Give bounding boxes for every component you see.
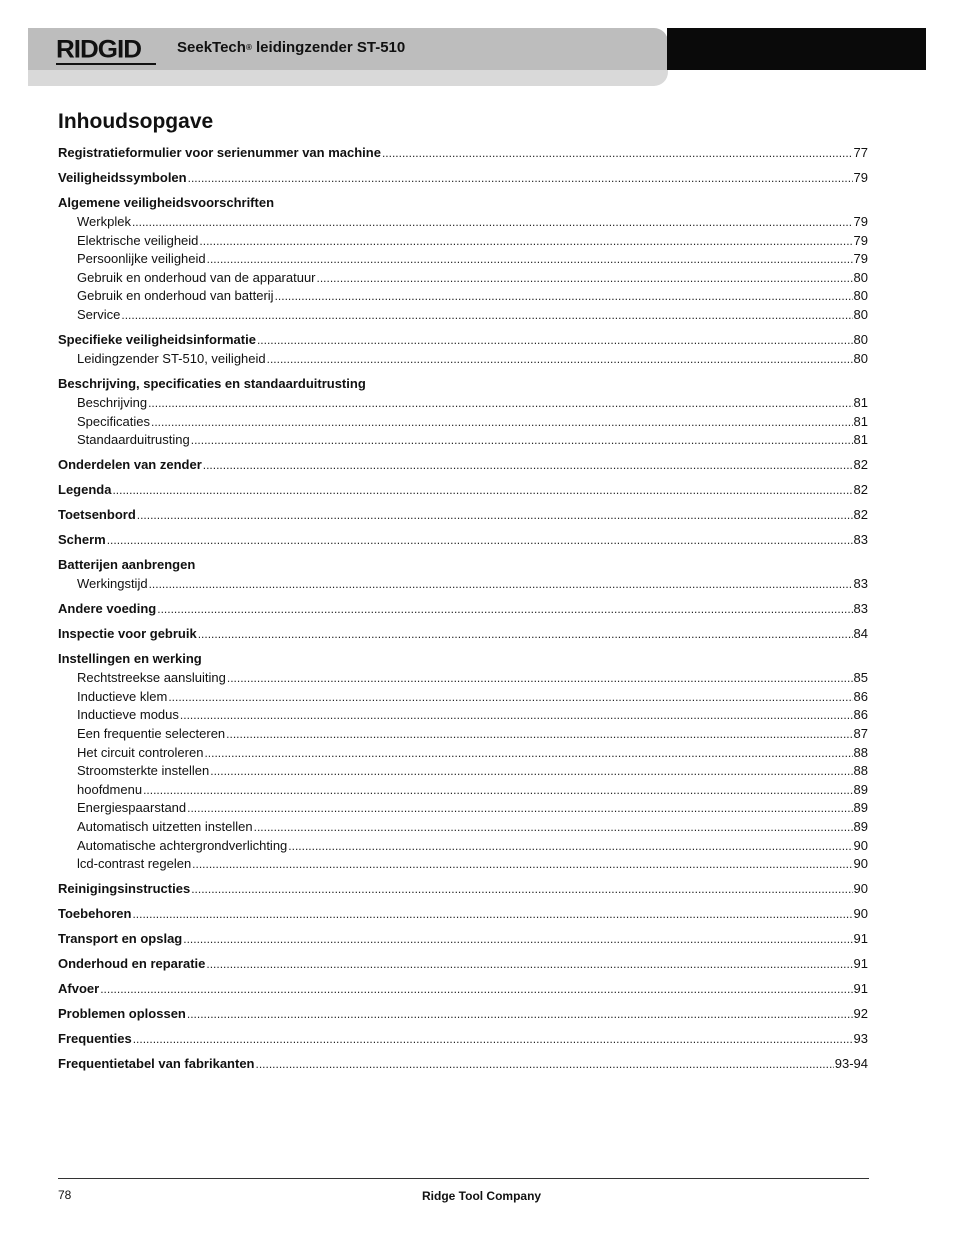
toc-leader-dots: [157, 600, 852, 619]
toc-section-entry: [58, 954, 868, 973]
toc-entry-label: Inspectie voor gebruik: [58, 626, 197, 642]
toc-entry-label: Andere voeding: [58, 601, 157, 617]
toc-entry-page: 81: [853, 395, 868, 410]
toc-entry-page: 89: [853, 819, 868, 834]
toc-entry-label: Registratieformulier voor serienummer van machine: [58, 145, 381, 160]
toc-entry-label: Toebehoren: [58, 906, 132, 922]
toc-leader-dots: [206, 955, 852, 974]
toc-leader-dots: [137, 506, 853, 525]
toc-entry-label: Instellingen en werking: [58, 651, 202, 667]
toc-entry-page: 85: [853, 670, 868, 686]
footer-page-number: 78: [58, 1188, 72, 1202]
toc-entry-label: Specificaties: [77, 413, 150, 429]
toc-entry-page: 86: [853, 707, 868, 723]
toc-leader-dots: [187, 1005, 853, 1024]
toc-leader-dots: [226, 725, 852, 744]
toc-entry-page: 90: [853, 881, 868, 897]
toc-leader-dots: [132, 213, 853, 232]
toc-subsection-entry: [77, 687, 868, 706]
toc-entry-page: 87: [853, 726, 868, 741]
toc-entry-label: Onderhoud en reparatie: [58, 956, 206, 972]
footer-divider: [58, 1178, 869, 1179]
toc-entry-page: 80: [853, 307, 868, 322]
toc-entry-page: 77: [853, 145, 868, 160]
toc-entry-page: 80: [853, 269, 868, 285]
toc-entry-label: Veiligheidssymbolen: [58, 170, 187, 185]
toc-leader-dots: [254, 818, 853, 837]
toc-subsection-entry: [77, 817, 868, 836]
toc-entry-label: Gebruik en onderhoud van batterij: [77, 288, 274, 304]
toc-subsection-entry: [77, 305, 868, 324]
toc-section-entry: [58, 979, 868, 998]
toc-entry-page: 83: [853, 601, 868, 617]
registered-mark: ®: [245, 43, 252, 52]
toc-section-entry: [58, 455, 868, 474]
toc-subsection-entry: [77, 393, 868, 412]
toc-entry-label: Reinigingsinstructies: [58, 881, 191, 897]
toc-entry-page: 83: [853, 532, 868, 548]
toc-entry-label: Het circuit controleren: [77, 744, 204, 760]
toc-entry-page: 80: [853, 288, 868, 304]
toc-entry-label: Algemene veiligheidsvoorschriften: [58, 195, 275, 210]
toc-subsection-entry: [77, 743, 868, 762]
toc-section-entry: [58, 904, 868, 923]
toc-entry-label: Batterijen aanbrengen: [58, 557, 196, 573]
toc-entry-label: Energiespaarstand: [77, 800, 187, 816]
toc-leader-dots: [288, 837, 852, 856]
page-title: Inhoudsopgave: [58, 110, 214, 133]
product-name: leidingzender ST-510: [256, 39, 406, 56]
toc-entry-label: Rechtstreekse aansluiting: [77, 670, 226, 686]
toc-entry-label: Service: [77, 307, 121, 322]
toc-leader-dots: [151, 413, 853, 432]
toc-leader-dots: [168, 688, 852, 707]
toc-subsection-entry: [77, 668, 868, 687]
logo-underline: [56, 63, 156, 65]
toc-entry-page: 92: [853, 1006, 868, 1022]
toc-section-entry: [58, 555, 868, 574]
toc-leader-dots: [257, 331, 853, 350]
toc-entry-label: Automatische achtergrondverlichting: [77, 837, 288, 853]
toc-entry-label: Afvoer: [58, 981, 100, 997]
toc-entry-label: Stroomsterkte instellen: [77, 763, 210, 779]
toc-section-entry: [58, 143, 868, 162]
toc-section-entry: [58, 1004, 868, 1023]
toc-leader-dots: [183, 930, 852, 949]
toc-section-entry: [58, 168, 868, 187]
toc-subsection-entry: [77, 780, 868, 799]
toc-entry-label: Persoonlijke veiligheid: [77, 251, 206, 267]
toc-leader-dots: [192, 855, 852, 874]
toc-entry-page: 89: [853, 781, 868, 797]
toc-leader-dots: [187, 799, 852, 818]
toc-leader-dots: [100, 980, 852, 999]
toc-section-entry: [58, 193, 868, 212]
toc-entry-label: Een frequentie selecteren: [77, 726, 226, 741]
toc-entry-label: Beschrijving, specificaties en standaarduitrusting: [58, 376, 366, 391]
toc-entry-page: 80: [853, 332, 868, 347]
toc-section-entry: [58, 480, 868, 499]
toc-section-entry: [58, 649, 868, 668]
toc-section-entry: [58, 505, 868, 524]
toc-leader-dots: [227, 669, 853, 688]
toc-entry-page: 81: [853, 413, 868, 429]
toc-section-entry: [58, 599, 868, 618]
header-product-title: [177, 39, 405, 56]
toc-entry-page: 90: [853, 837, 868, 853]
toc-subsection-entry: [77, 430, 868, 449]
toc-leader-dots: [188, 169, 853, 188]
toc-entry-label: Automatisch uitzetten instellen: [77, 819, 253, 834]
toc-subsection-entry: [77, 412, 868, 431]
toc-entry-label: Onderdelen van zender: [58, 457, 202, 473]
toc-entry-page: 88: [853, 763, 868, 779]
toc-entry-label: Beschrijving: [77, 395, 148, 410]
header-black-block: [667, 28, 926, 70]
header-shadow: [28, 70, 668, 86]
toc-entry-label: Scherm: [58, 532, 106, 548]
toc-entry-page: 79: [853, 170, 868, 185]
toc-leader-dots: [199, 232, 852, 251]
toc-section-entry: [58, 1029, 868, 1048]
toc-entry-label: hoofdmenu: [77, 781, 143, 797]
toc-entry-page: 80: [853, 351, 868, 366]
toc-subsection-entry: [77, 286, 868, 305]
toc-entry-page: 83: [853, 576, 868, 592]
toc-entry-label: Legenda: [58, 482, 112, 498]
toc-leader-dots: [112, 481, 852, 500]
toc-leader-dots: [317, 269, 853, 288]
toc-entry-label: Inductieve klem: [77, 688, 168, 704]
toc-entry-page: 93-94: [834, 1056, 868, 1072]
toc-entry-label: Frequenties: [58, 1031, 132, 1047]
toc-entry-page: 79: [853, 214, 868, 229]
toc-subsection-entry: [77, 574, 868, 593]
toc-entry-label: Specifieke veiligheidsinformatie: [58, 332, 256, 347]
toc-subsection-entry: [77, 231, 868, 250]
toc-entry-page: 82: [853, 507, 868, 523]
toc-subsection-entry: [77, 836, 868, 855]
toc-subsection-entry: [77, 854, 868, 873]
toc-subsection-entry: [77, 798, 868, 817]
toc-entry-label: Toetsenbord: [58, 507, 136, 523]
toc-subsection-entry: [77, 761, 868, 780]
toc-entry-label: Gebruik en onderhoud van de apparatuur: [77, 269, 316, 285]
toc-entry-label: Elektrische veiligheid: [77, 232, 199, 248]
toc-section-entry: [58, 624, 868, 643]
toc-entry-label: Werkingstijd: [77, 576, 148, 592]
toc-entry-page: 91: [853, 931, 868, 947]
toc-subsection-entry: [77, 705, 868, 724]
toc-entry-label: Leidingzender ST-510, veiligheid: [77, 351, 266, 366]
toc-entry-label: Inductieve modus: [77, 707, 179, 723]
toc-leader-dots: [107, 531, 853, 550]
toc-leader-dots: [382, 144, 853, 163]
product-brand: SeekTech: [177, 39, 246, 56]
toc-entry-page: 93: [853, 1031, 868, 1047]
toc-leader-dots: [121, 306, 852, 325]
toc-entry-page: 79: [853, 232, 868, 248]
toc-leader-dots: [203, 456, 853, 475]
footer-company: Ridge Tool Company: [422, 1189, 542, 1203]
toc-section-entry: [58, 879, 868, 898]
toc-leader-dots: [207, 250, 853, 269]
toc-entry-label: Standaarduitrusting: [77, 432, 190, 448]
toc-subsection-entry: [77, 268, 868, 287]
toc-leader-dots: [191, 880, 852, 899]
toc-entry-label: Problemen oplossen: [58, 1006, 186, 1022]
toc-entry-page: 82: [853, 482, 868, 498]
toc-entry-page: 91: [853, 956, 868, 972]
toc-leader-dots: [132, 905, 852, 924]
toc-subsection-entry: [77, 212, 868, 231]
toc-leader-dots: [210, 762, 852, 781]
toc-leader-dots: [143, 781, 852, 800]
toc-leader-dots: [180, 706, 853, 725]
toc-leader-dots: [198, 625, 853, 644]
toc-section-entry: [58, 530, 868, 549]
toc-leader-dots: [204, 744, 852, 763]
toc-leader-dots: [267, 350, 853, 369]
toc-entry-page: 90: [853, 906, 868, 922]
toc-section-entry: [58, 330, 868, 349]
toc-section-entry: [58, 374, 868, 393]
toc-leader-dots: [275, 287, 853, 306]
toc-entry-label: Transport en opslag: [58, 931, 183, 947]
toc-entry-label: Frequentietabel van fabrikanten: [58, 1056, 255, 1072]
toc-entry-page: 90: [853, 856, 868, 872]
toc-entry-page: 86: [853, 688, 868, 704]
toc-leader-dots: [191, 431, 853, 450]
toc-entry-page: 79: [853, 251, 868, 267]
toc-leader-dots: [133, 1030, 853, 1049]
toc-subsection-entry: [77, 349, 868, 368]
toc-section-entry: [58, 1054, 868, 1073]
toc-leader-dots: [149, 575, 853, 594]
toc-section-entry: [58, 929, 868, 948]
toc-entry-page: 82: [853, 457, 868, 473]
toc-leader-dots: [256, 1055, 834, 1074]
toc-entry-page: 84: [853, 626, 868, 642]
ridgid-logo: RIDGID: [56, 34, 141, 64]
toc-subsection-entry: [77, 249, 868, 268]
toc-entry-label: Werkplek: [77, 214, 131, 229]
toc-entry-page: 88: [853, 744, 868, 760]
toc-entry-label: lcd-contrast regelen: [77, 856, 192, 872]
toc-entry-page: 81: [853, 432, 868, 448]
toc-subsection-entry: [77, 724, 868, 743]
toc-leader-dots: [148, 394, 852, 413]
toc-entry-page: 89: [853, 800, 868, 816]
toc-entry-page: 91: [853, 981, 868, 997]
